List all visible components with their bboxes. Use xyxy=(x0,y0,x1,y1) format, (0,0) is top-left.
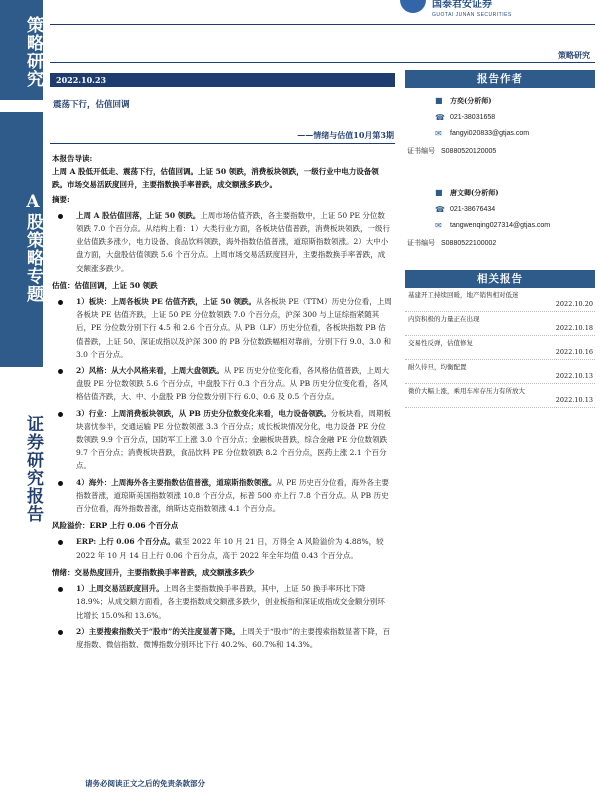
cert-label: 证书编号 xyxy=(407,240,435,247)
bullet-icon xyxy=(58,587,63,592)
logo-subtext: GUOTAI JUNAN SECURITIES xyxy=(432,12,512,18)
valuation-bullet-overseas xyxy=(52,476,392,516)
analyst-card xyxy=(405,92,595,172)
bullet-lead: 1）板块：上周各板块 PE 估值齐跌，上证 50 领跌。 xyxy=(76,297,256,307)
related-report-title[interactable]: 基建开工持续回暖，地产销售相对低迷 xyxy=(408,291,519,299)
related-report-title[interactable]: 交易性反弹，估值修复 xyxy=(408,339,473,347)
sentiment-bullet-turnover xyxy=(52,582,392,622)
related-report-title[interactable]: 内资积极的力量正在出现 xyxy=(408,315,480,323)
report-date: 2022.10.23 xyxy=(50,73,395,87)
section-divider xyxy=(50,62,595,63)
related-report-date: 2022.10.16 xyxy=(555,348,593,356)
guide-text: 上周 A 股低开低走、震荡下行，估值回调。上证 50 领跌，消费板块领跌，一级行业中电力设备领跌。市场交易活跃度回升，主要指数换手率普跌，成交额涨多跌少。 xyxy=(52,167,379,190)
logo-mark-icon xyxy=(400,0,426,13)
bullet-text: 从 PE 历史百分位看，海外各主要指数普涨，道琼斯美国指数领涨 10.8 个百分点，标普 500 亦上行 7.8 个百分点。从 PB 历史百分位看，海外指数普涨，纳斯达克指数领涨 4.1 个百分点。 xyxy=(76,477,390,514)
analyst-card xyxy=(405,184,595,264)
bullet-text: 上周关于“股市”的主要搜索指数显著下降，百度指数、微信指数、微博指数分别环比下行 40.2%、60.7%和 14.3%。 xyxy=(76,626,391,649)
section-label: 策略研究 xyxy=(558,50,590,60)
right-panel xyxy=(405,70,595,408)
related-report-date: 2022.10.13 xyxy=(555,372,593,380)
summary-bullet xyxy=(52,209,392,275)
valuation-bullet-sector xyxy=(52,295,392,361)
disclaimer-footer: 请务必阅读正文之后的免责条款部分 xyxy=(85,779,205,788)
guide-heading: 本报告导读: xyxy=(52,154,93,163)
bullet-text: 截至 2022 年 10 月 21 日，万得全 A 风险溢价为 4.88%，较 2022 年 10 月 14 日上行 0.06 个百分点，高于 2022 年全年均值 0.43 个百分点。 xyxy=(76,537,384,560)
bullet-icon xyxy=(58,630,63,635)
related-report-item[interactable] xyxy=(405,360,595,384)
bullet-icon xyxy=(58,481,63,486)
summary-heading: 摘要: xyxy=(52,194,70,204)
analyst-cert xyxy=(407,238,496,248)
bullet-lead: 2）风格：从大小风格来看，上周大盘领跌。 xyxy=(76,366,224,376)
logo-text: 国泰君安证券 xyxy=(432,0,492,10)
bullet-text: 分板块看，周期板块喜忧参半，交通运输 PE 分位数领涨 3.3 个百分点；成长板块情况分化，电力设备 PE 分位数领跌 9.9 个百分点，国防军工上涨 3.0 个百分点；金融板块普跌，综合金融 PE 分位数领跌 9.7 个百分点；消费板块普跌，食品饮料 PE 分位数领跌 8.2 个百分点，医药上涨 2.1 个百分点。 xyxy=(76,408,391,471)
phone-icon: ☎ xyxy=(435,113,445,122)
bullet-lead: 上周 A 股估值回落，上证 50 领跌。 xyxy=(76,210,201,220)
bullet-icon xyxy=(58,214,63,219)
risk-premium-heading: 风险溢价：ERP 上行 0.06 个百分点 xyxy=(52,521,179,531)
related-heading: 相关报告 xyxy=(405,270,595,288)
bullet-lead: ERP: 上行 0.06 个百分点。 xyxy=(76,537,175,547)
sidebar-category-label: 策略研究 xyxy=(0,0,43,100)
bullet-icon xyxy=(58,300,63,305)
related-report-title[interactable]: 耐久待旦，均衡配置 xyxy=(408,363,467,371)
analyst-cert xyxy=(407,146,496,156)
sidebar-report-type-label: A股策略专题 xyxy=(0,112,43,367)
related-reports xyxy=(405,270,595,408)
risk-premium-bullet xyxy=(52,535,392,561)
report-subtitle: ——情绪与估值10月第3期 xyxy=(297,130,394,140)
related-report-item[interactable] xyxy=(405,336,595,360)
bullet-icon xyxy=(58,369,63,374)
analyst-name: 唐文卿(分析师) xyxy=(450,188,499,197)
bullet-text: 上周市场估值齐跌，各主要指数中，上证 50 PE 分位数领跌 7.0 个百分点。从结构上看：1）大类行业方面，各板块估值普跌，消费板块领跌，一级行业估值跌多涨少，电力设备、食品饮料领跌，海外指数估值普涨，道琼斯指数领涨。2）大中小盘方面，大盘股估值领跌 5.6 个百分点。上周市场交易活跃度回升，主要指数换手率普跌，成交额涨多跌少。 xyxy=(76,210,390,273)
related-report-date: 2022.10.13 xyxy=(555,396,593,404)
valuation-bullet-style xyxy=(52,364,392,404)
valuation-bullet-industry xyxy=(52,407,392,473)
bullet-lead: 1）上周交易活跃度回升。 xyxy=(76,584,164,594)
email-icon: ✉ xyxy=(435,221,442,230)
analyst-email[interactable]: fangyi020833@gtjas.com xyxy=(450,130,530,137)
bullet-text: 从各板块 PE（TTM）历史分位看，上周各板块 PE 估值齐跌，上证 50 PE 分位数领跌 7.0 个百分点，沪深 300 与上证综指紧随其后，PE 分位数分别下行 4.5 和 2.6 个百分点。从 PB（LF）历史分位看，各板块指数 PB 估值普跌，上证 50、深证成指以及沪深 300 的 PB 分位数跌幅相对靠前，分别下行 9.0、3.0 和 3.0 个百分点。 xyxy=(76,297,392,359)
sentiment-heading: 情绪：交易热度回升，主要指数换手率普跌，成交额涨多跌少 xyxy=(52,567,255,577)
related-report-date: 2022.10.20 xyxy=(555,300,593,308)
report-body xyxy=(52,152,392,651)
related-report-item[interactable] xyxy=(405,384,595,408)
bullet-text: 从 PE 历史分位变化看，各风格估值普跌，上周大盘股 PE 分位数领跌 5.6 个百分点，中盘股下行 0.3 个百分点。从 PB 历史分位变化看，各风格估值齐跌，大、中、小盘股 PB 分位数分别下行 6.0、0.6 及 0.5 个百分点。 xyxy=(76,366,390,402)
email-icon: ✉ xyxy=(435,129,442,138)
related-report-item[interactable] xyxy=(405,288,595,312)
analyst-email[interactable]: tangwenqing027314@gtjas.com xyxy=(450,222,551,229)
bullet-icon xyxy=(58,412,63,417)
bullet-icon xyxy=(58,540,63,545)
title-divider xyxy=(50,143,395,144)
cert-label: 证书编号 xyxy=(407,148,435,155)
phone-icon: ☎ xyxy=(435,205,445,214)
report-title: 震荡下行，估值回调 xyxy=(53,100,130,110)
sidebar-report-label: 证券研究报告 xyxy=(23,415,43,523)
header-divider xyxy=(50,24,595,25)
related-report-title[interactable]: 微价大幅上涨，乘用车库存压力有所放大 xyxy=(408,387,525,395)
analyst-phone[interactable]: 021-38676434 xyxy=(450,206,496,213)
bullet-lead: 3）行业：上周消费板块领跌，从 PB 历史分位数变化来看，电力设备领跌。 xyxy=(76,408,331,418)
analyst-name: 方奕(分析师) xyxy=(450,96,492,105)
bullet-text: 上周各主要指数换手率普跌，其中，上证 50 换手率环比下降 18.9%；从成交额方面看，各主要指数成交额涨多跌少，创业板指和深证成指成交金额分别环比增长 15.0%和 13.6%。 xyxy=(76,584,385,620)
authors-heading: 报告作者 xyxy=(405,70,595,88)
bullet-lead: 4）海外：上周海外各主要指数估值普涨，道琼斯指数领涨。 xyxy=(76,477,277,487)
sidebar xyxy=(0,0,43,800)
related-report-date: 2022.10.18 xyxy=(555,324,593,332)
person-icon: ■ xyxy=(435,188,443,197)
sentiment-bullet-search xyxy=(52,625,392,651)
valuation-heading: 估值：估值回调，上证 50 领跌 xyxy=(52,280,158,290)
cert-number: S0880520120005 xyxy=(441,148,497,155)
cert-number: S0880522100002 xyxy=(441,240,497,247)
person-icon: ■ xyxy=(435,96,443,105)
related-report-item[interactable] xyxy=(405,312,595,336)
bullet-lead: 2）主要搜索指数关于“股市”的关注度显著下降。 xyxy=(76,626,240,636)
analyst-phone[interactable]: 021-38031658 xyxy=(450,114,496,121)
